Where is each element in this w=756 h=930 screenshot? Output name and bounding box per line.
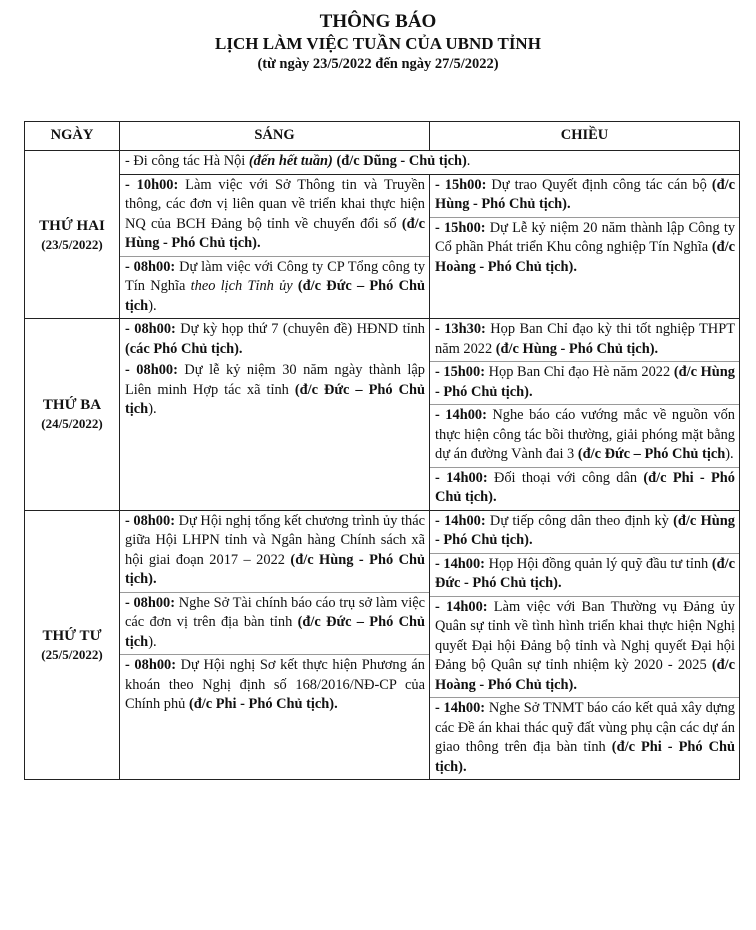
date-range: (từ ngày 23/5/2022 đến ngày 27/5/2022): [257, 56, 499, 72]
schedule-entry: [430, 217, 739, 280]
entry-person: (đ/c Hùng - Phó Chủ tịch).: [435, 512, 735, 548]
entry-text: - Đi công tác Hà Nội: [125, 153, 249, 169]
schedule-entry: [120, 654, 429, 717]
notice-title: THÔNG BÁO: [319, 11, 437, 32]
entry-person: (đ/c Đức – Phó Chủ tịch: [125, 278, 425, 314]
day-name: THỨ TƯ: [42, 627, 102, 644]
wednesday-afternoon-cell: [430, 510, 740, 780]
schedule-entry: [430, 319, 739, 361]
entry-text: Nghe Sở Tài chính báo cáo trụ sở làm việc các đơn vị trên địa bàn tỉnh: [125, 594, 426, 630]
monday-allday-row: [25, 151, 740, 175]
tuesday-row: [25, 319, 740, 511]
entry-emphasis: theo lịch Tỉnh ủy: [190, 278, 293, 294]
day-date: (23/5/2022): [41, 236, 103, 252]
entry-text: Nghe Sở TNMT báo cáo kết quả xây dựng các Đề án khai thác quỹ đất vùng phụ cận các dự án giao thông trên địa bàn tỉnh: [435, 700, 735, 755]
entry-time: - 13h30:: [435, 321, 486, 337]
monday-row: [25, 174, 740, 319]
schedule-entry: [120, 256, 429, 319]
schedule-entry: [120, 592, 429, 655]
monday-morning-cell: [120, 174, 430, 319]
schedule-entry: [120, 511, 429, 592]
entry-text: Dự Hội nghị Sơ kết thực hiện Phương án khoán theo Nghị định số 168/2016/NĐ-CP của Chính phủ: [125, 657, 425, 712]
entry-time: - 14h00:: [435, 469, 488, 486]
day-cell-wednesday: [25, 510, 120, 780]
schedule-entry: [430, 404, 739, 467]
day-cell-tuesday: [25, 319, 120, 511]
entry-person: (đ/c Đức – Phó Chủ tịch: [125, 614, 425, 650]
entry-text: Dự Lễ kỷ niệm 20 năm thành lập Công ty Cổ phần Phát triển Khu công nghiệp Tín Nghĩa: [435, 219, 736, 255]
wednesday-row: [25, 510, 740, 780]
entry-person: (đ/c Hoàng - Phó Chủ tịch).: [435, 239, 735, 275]
weekly-schedule-table: [24, 121, 740, 780]
entry-person: (đ/c Hùng - Phó Chủ tịch).: [435, 176, 735, 212]
entry-text: Dự Hội nghị tổng kết chương trình ủy thác giữa Hội LHPN tỉnh và Ngân hàng Chính sách xã hội giai đoạn 2017 – 2022: [125, 512, 426, 568]
entry-person: (đ/c Đức – Phó Chủ tịch: [125, 381, 425, 417]
entry-time: - 14h00:: [435, 598, 488, 615]
entry-emphasis: (đến hết tuần): [248, 153, 333, 169]
entry-end: ).: [148, 297, 157, 314]
day-cell-monday: [25, 151, 120, 319]
entry-person: (các Phó Chủ tịch).: [125, 340, 243, 357]
monday-afternoon-cell: [430, 174, 740, 319]
schedule-entry: [430, 511, 739, 553]
entry-person: (đ/c Hoàng - Phó Chủ tịch).: [435, 657, 735, 693]
entry-end: ).: [148, 401, 157, 417]
wednesday-morning-cell: [120, 510, 430, 780]
entry-time: - 08h00:: [125, 594, 176, 611]
entry-text: Nghe báo cáo vướng mắc về nguồn vốn thực hiện công tác bồi thường, giải phóng mặt bằng dự án đường Vành đai 3: [435, 407, 736, 462]
entry-text: Dự kỳ họp thứ 7 (chuyên đề) HĐND tỉnh: [175, 321, 425, 337]
entry-text: Làm việc với Ban Thường vụ Đảng ủy Quân sự tỉnh về tình hình triển khai thực hiện Nghị quyết Đại hội Đảng bộ tỉnh và Nghị quyết Đại hội Đảng bộ Quân sự tỉnh nhiệm kỳ 2020 - 2025: [435, 598, 735, 673]
entry-person: (đ/c Phi - Phó Chủ tịch).: [435, 469, 735, 505]
schedule-entry: [430, 553, 739, 596]
schedule-subtitle: LỊCH LÀM VIỆC TUẦN CỦA UBND TỈNH: [215, 34, 541, 53]
entry-text: Dự làm việc với Công ty CP Tổng công ty Tín Nghĩa: [125, 258, 426, 294]
monday-allday-entry: [120, 151, 740, 175]
entry-text: Dự tiếp công dân theo định kỳ: [485, 512, 674, 529]
schedule-entry: [120, 319, 429, 361]
entry-time: - 15h00:: [435, 219, 486, 236]
entry-text: Đối thoại với công dân: [487, 469, 644, 486]
entry-time: - 14h00:: [435, 700, 486, 716]
entry-time: - 14h00:: [435, 512, 486, 529]
column-header-day: NGÀY: [25, 122, 120, 151]
entry-text: Dự lễ kỷ niệm 30 năm ngày thành lập Liên minh Hợp tác xã tỉnh: [125, 362, 425, 398]
entry-time: - 08h00:: [125, 362, 178, 378]
entry-time: - 08h00:: [125, 657, 177, 673]
entry-person: (đ/c Đức – Phó Chủ tịch: [577, 446, 726, 462]
schedule-entry: [430, 361, 739, 404]
entry-person: (đ/c Hùng - Phó Chủ tịch).: [125, 551, 425, 587]
entry-person: (đ/c Hùng - Phó Chủ tịch).: [495, 340, 659, 357]
entry-person: (đ/c Dũng - Chủ tịch): [332, 153, 467, 169]
entry-end: ).: [725, 446, 734, 462]
entry-time: - 15h00:: [435, 176, 487, 193]
schedule-entry: [430, 596, 739, 698]
entry-time: - 08h00:: [125, 258, 176, 275]
entry-end: .: [466, 153, 471, 169]
entry-text: Họp Ban Chỉ đạo kỳ thi tốt nghiệp THPT năm 2022: [435, 321, 735, 357]
entry-end: ).: [148, 633, 157, 650]
tuesday-afternoon-cell: [430, 319, 740, 511]
schedule-entry: [430, 467, 739, 510]
entry-person: (đ/c Hùng - Phó Chủ tịch).: [125, 215, 425, 251]
schedule-entry: [430, 175, 739, 217]
day-name: THỨ BA: [42, 397, 102, 414]
entry-person: (đ/c Hùng - Phó Chủ tịch).: [435, 364, 736, 400]
entry-person: (đ/c Đức - Phó Chủ tịch).: [435, 555, 735, 591]
day-name: THỨ HAI: [39, 217, 105, 234]
schedule-entry: [430, 697, 739, 779]
tuesday-morning-cell: [120, 319, 430, 511]
day-date: (25/5/2022): [41, 646, 103, 662]
schedule-entry: [120, 175, 429, 256]
entry-text: Làm việc với Sở Thông tin và Truyền thông, các đơn vị liên quan về triển khai thực hiện NQ của BCH Đảng bộ tỉnh về chuyển đổi số: [125, 176, 425, 232]
entry-person: (đ/c Phi - Phó Chủ tịch).: [435, 739, 736, 775]
schedule-entry: [120, 361, 429, 422]
column-header-afternoon: CHIỀU: [430, 122, 740, 151]
entry-time: - 10h00:: [125, 176, 179, 193]
entry-text: Họp Hội đồng quản lý quỹ đầu tư tỉnh: [484, 555, 712, 572]
entry-time: - 08h00:: [125, 321, 176, 337]
document-header: [0, 0, 756, 74]
day-date: (24/5/2022): [41, 416, 103, 432]
entry-time: - 14h00:: [435, 555, 485, 572]
table-header-row: [25, 122, 740, 151]
entry-person: (đ/c Phi - Phó Chủ tịch).: [188, 696, 338, 712]
column-header-morning: SÁNG: [120, 122, 430, 151]
entry-time: - 08h00:: [125, 512, 175, 529]
entry-text: Họp Ban Chỉ đạo Hè năm 2022: [485, 364, 674, 380]
entry-text: Dự trao Quyết định công tác cán bộ: [486, 176, 712, 193]
entry-time: - 15h00:: [435, 364, 485, 380]
entry-time: - 14h00:: [435, 407, 487, 423]
